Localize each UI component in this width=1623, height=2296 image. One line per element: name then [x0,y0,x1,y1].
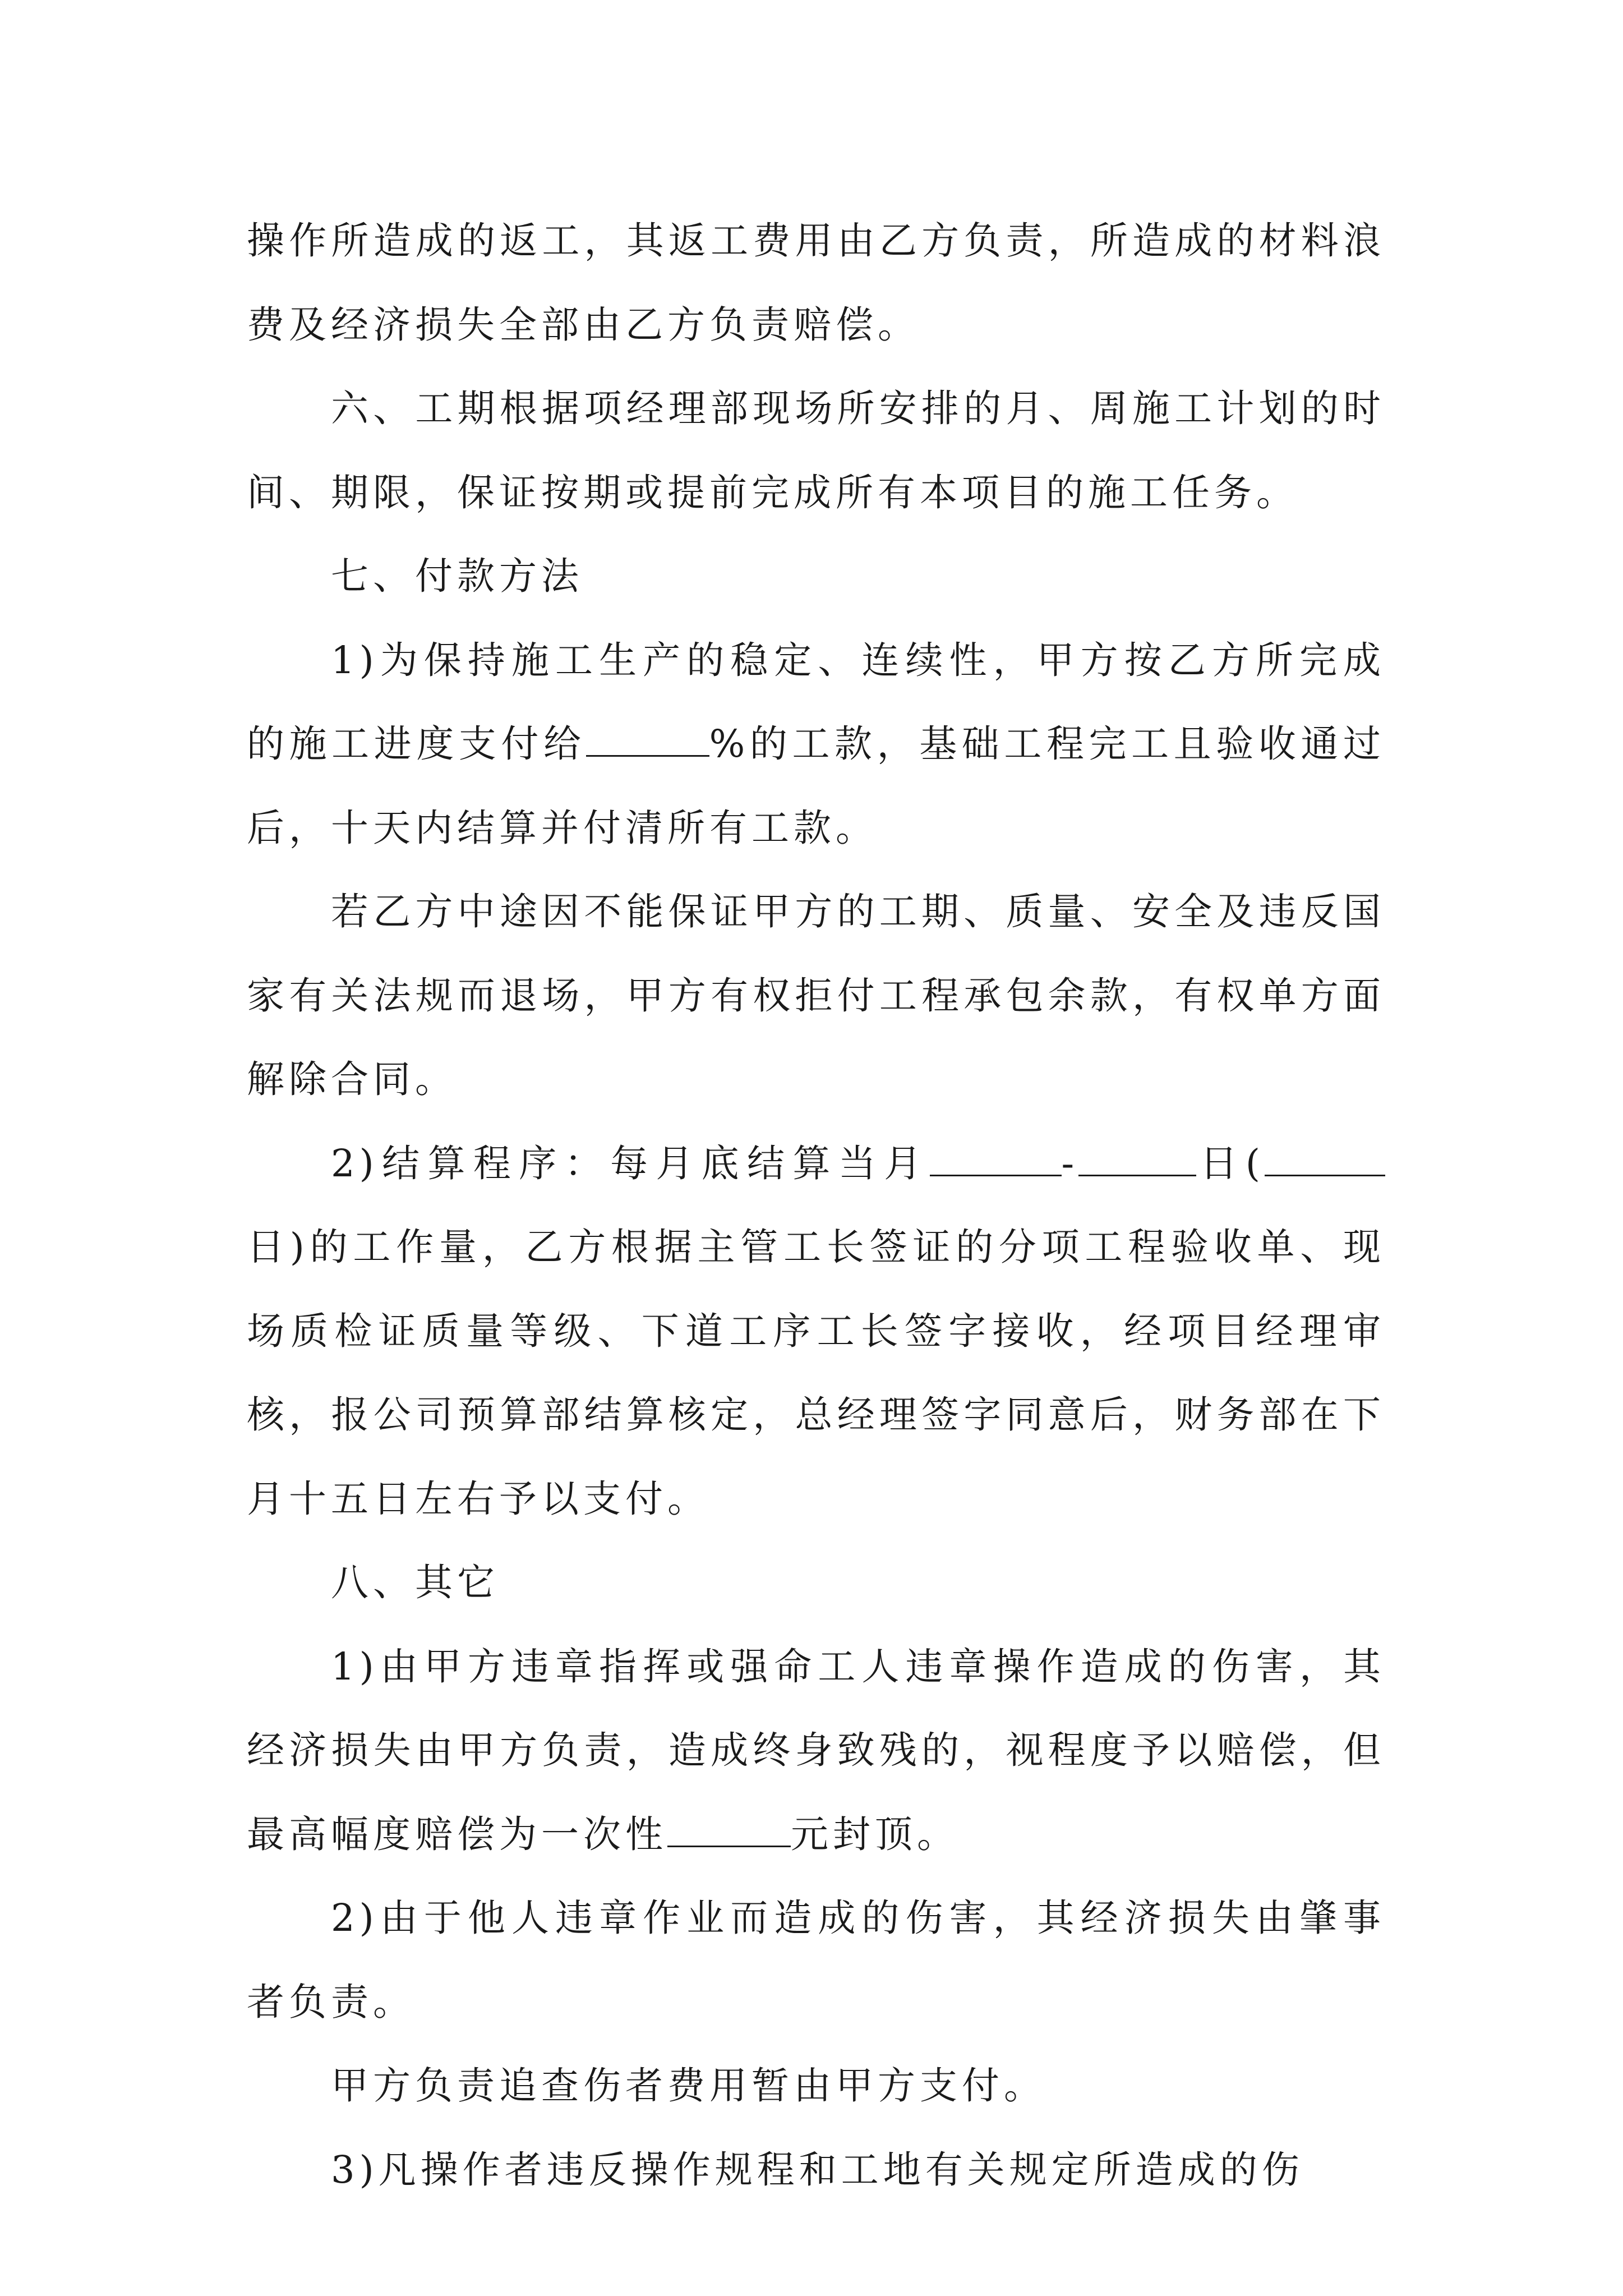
compensation-cap-text-b: 元封顶。 [791,1812,959,1856]
settlement-text-c: 日( [1196,1141,1265,1185]
injury-text: 1)由甲方违章指挥或强命工人违章操作造成的伤害，其经济损失由甲方负责，造成终身致残的，视程度予以赔偿， [247,1644,1385,1772]
paragraph-payment-progress [247,619,1385,871]
payment-progress-text-a: 1)为保持施工生产的稳定、连续性，甲方按乙方所完成的施工进度支付给 [247,638,1385,766]
document-body [247,199,1385,2212]
compensation-cap-text-a: 但最高幅度赔偿为一次性 [247,1728,1385,1856]
heading-seven-payment-method: 七、付款方法 [331,554,583,598]
paragraph-party-a-advance: 甲方负责追查伤者费用暂由甲方支付。 [331,2064,1046,2108]
paragraph-operator-violation: 3)凡操作者违反操作规程和工地有关规定所造成的伤 [331,2147,1304,2192]
settlement-text-a: 2)结算程序：每月底结算当月 [331,1141,930,1185]
paragraph-rework-cost: 操作所造成的返工，其返工费用由乙方负责，所造成的材料浪费及经济损失全部由乙方负责赔偿。 [247,219,1385,347]
percent-blank [586,719,709,757]
paragraph-third-party-injury: 2)由于他人违章作业而造成的伤害，其经济损失由肇事者负责。 [247,1896,1385,2024]
settlement-text-d: 日)的工作量，乙方根据主管工长签证的分项工程验收单、现场质检证质量等级、下道工序工长签字接收，经项目经理审核，报公司预算部结算核定，总经理签字同意后，财务部在下月十五日左右予以支付。 [247,1225,1385,1521]
compensation-amount-blank [667,1810,791,1847]
payment-progress-text-b: %的工款，基础工程完工且验收通过后，十天内结算并付清所有工款。 [247,722,1385,850]
paragraph-settlement-procedure [247,1122,1385,1542]
paragraph-party-a-injury [247,1625,1385,1877]
heading-eight-other: 八、其它 [331,1561,499,1604]
settlement-start-blank [930,1139,1062,1176]
paragraph-withdrawal: 若乙方中途因不能保证甲方的工期、质量、安全及违反国家有关法规而退场，甲方有权拒付工程承包余款，有权单方面解除合同。 [247,890,1385,1101]
settlement-dash: - [1061,1141,1079,1185]
settlement-day-blank [1265,1139,1385,1176]
settlement-end-blank [1078,1139,1196,1176]
paragraph-six-schedule: 六、工期根据项经理部现场所安排的月、周施工计划的时间、期限，保证按期或提前完成所有本项目的施工任务。 [247,386,1385,514]
